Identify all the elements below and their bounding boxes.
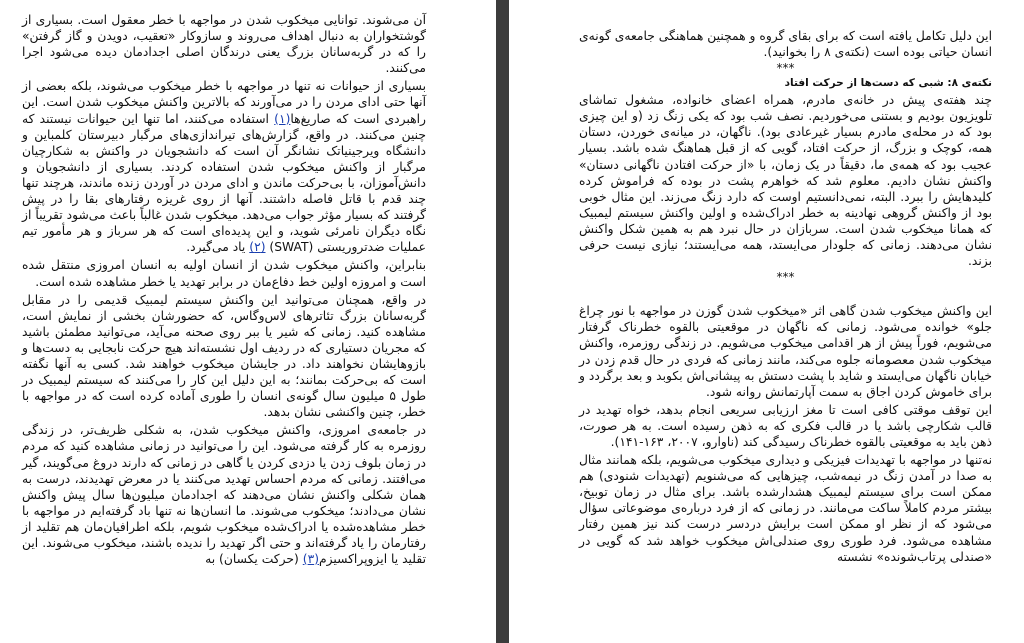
left-page (0, 0, 496, 643)
left-paragraph: بنابراین، واکنش میخکوب شدن از انسان اولیه به انسان امروزی منتقل شده است و امروزه اولین خط دفاع‌مان در برابر تهدید یا خطر مشاهده شده است. (22, 258, 426, 289)
box-paragraph: چند هفته‌ی پیش در خانه‌ی مادرم، همراه اعضای خانواده، مشغول تماشای تلویزیون بودیم و بستنی می‌خوردیم. نصف شب بود که یکی زنگ زد (و این چیزی بود که در محله‌ی مادرم بسیار غیرعادی بود). ناگهان، در میانه‌ی خوردن، دستان همه، کوچک و بزرگ، از حرکت افتاد، گویی که از قبل هماهنگ شده باشد. بسیار عجیب بود که همه‌ی ما، دقیقاً در یک زمان، با «از حرکت افتادن ناگهانی دستان» واکنش نشان دادیم. معلوم شد که خواهرم پشت در بوده که فراموش کرده کلیدهایش را ببرد. البته، نمی‌دانستیم اوست که دارد زنگ می‌زند. این مثال خوبی بود از واکنش گروهی نهادینه به خطر ادراک‌شده و اولین واکنش سیستم لیمبیک که همانا میخکوب شدن است. سربازان در حال نبرد هم به همین شکل واکنش نشان می‌دهند. زمانی که جلودار می‌ایستد، همه می‌ایستند؛ نیازی نیست حرفی بزند. (579, 93, 992, 269)
book-gutter (496, 0, 509, 643)
right-page (509, 0, 1024, 643)
left-paragraph: در واقع، همچنان می‌توانید این واکنش سیستم لیمبیک قدیمی را در مقابل گربه‌سانان بزرگ تئاترهای لاس‌وگاس، که حضورشان بخشی از نمایش است، مشاهده کنید. زمانی که شیر یا ببر روی صحنه می‌آید، می‌توانید مطمئن باشید که مجریان دستیاری که در ردیف اول نشسته‌اند هیچ حرکت نابجایی به دست‌ها و بازوهایشان نخواهند داد. در جایشان میخکوب خواهند شد. کسی به آنها نگفته است که بی‌حرکت بمانند؛ به این دلیل این کار را می‌کنند که سیستم لیمبیک در طول ۵ میلیون سال گونه‌ی انسان را طوری آماده کرده است که در مواجهه با خطر، چنین واکنشی نشان بدهد. (22, 292, 426, 420)
footnote-link[interactable]: (۳) (302, 552, 319, 567)
spacer (579, 285, 992, 303)
right-paragraph: این واکنش میخکوب شدن گاهی اثر «میخکوب شدن گوزن در مواجهه با نور چراغ جلو» خوانده می‌شود. زمانی که ناگهان در موقعیتی بالقوه خطرناک گرفتار می‌شویم، فوراً پیش از هر اقدامی میخکوب می‌شویم. در زندگی روزمره، واکنش میخکوب شدن معصومانه جلوه می‌کند، مانند زمانی که فردی در حال قدم زدن در خیابان ناگهان می‌ایستد و شاید با پشت دستش به پیشانی‌اش بکوبد و بعد برگردد و برای خاموش کردن اجاق به سمت آپارتمانش روانه شود. (579, 304, 992, 399)
box-heading: نکته‌ی ۸: شبی که دست‌ها از حرکت افتاد (784, 77, 992, 90)
left-paragraph-text: در جامعه‌ی امروزی، واکنش میخکوب شدن، به شکلی ظریف‌تر، در زندگی روزمره به کار گرفته می‌شود. این را می‌توانید در زمانی مشاهده کنید که مردم در زمان بلوف زدن یا دزدی کردن یا گاهی در زمانی که دارند دروغ می‌گویند، گیر می‌افتند. زمانی که مردم احساس تهدید می‌کنند یا در معرض تهدیدند، درست به همان شکلی واکنش نشان می‌دهند که اجدادمان میلیون‌ها سال پیش واکنش نشان می‌دادند؛ میخکوب می‌شوند. ما انسان‌ها نه تنها باد گرفته‌ایم در مواجهه با خطر مشاهده‌شده یا ادراک‌شده میخکوب شویم، بلکه اطرافیان‌مان هم تقلید از رفتارمان را یاد گرفته‌اند و حتی اگر تهدید را ندیده باشند، میخکوب می‌شوند. این تقلید یا ایزوپراکسیزم (22, 423, 426, 567)
left-paragraph (22, 422, 426, 567)
left-paragraph: آن می‌شوند. توانایی میخکوب شدن در مواجهه با خطر معقول است. بسیاری از گوشتخواران به دنبال اهداف می‌روند و سازوکار «تعقیب، دویدن و گاز گرفتن» را که در گربه‌سانان بزرگ یعنی درندگان اصلی اجدادمان دیده می‌شود اجرا می‌کنند. (22, 13, 426, 76)
left-paragraph-text: یاد می‌گیرد. (186, 240, 246, 255)
right-intro: این دلیل تکامل یافته است که برای بقای گروه و همچنین هماهنگی جامعه‌ی گونه‌ی انسان حیاتی بوده است (نکته‌ی ۸ را بخوانید). (579, 29, 992, 60)
left-paragraph-text: استفاده می‌کنند، اما تنها این حیوانات نیستند که چنین می‌کنند. در واقع، گزارش‌های تیراندازی‌های مرگبار دبیرستان کلمباین و دانشگاه ویرجینیاتک نشانگر آن است که دانشجویان در واکنش به شکارچیان مرگبار از واکنش میخکوب شدن استفاده کردند. بسیاری از دانشجویان و دانش‌آموزان، با بی‌حرکت ماندن و ادای مردن در آوردن زنده ماندند، هرچند تنها چند قدم با قاتل فاصله داشتند. آنها از روی غریزه رفتارهای بقا را در پیش گرفتند که بسیار مؤثر جواب می‌دهد. میخکوب شدن غالباً باعث می‌شود تقریباً از نگاه دیگران نامرئی شوید، و این پدیده‌ای است که هر سرباز و هر مأمور تیم عملیات ضدتروریستی (SWAT) (22, 111, 426, 255)
right-paragraph: نه‌تنها در مواجهه با تهدیدات فیزیکی و دیداری میخکوب می‌شویم، بلکه همانند مثال به صدا در آمدن زنگ در نیمه‌شب، چیزهایی که می‌شنویم (تهدیدات شنودی) هم ممکن است برای سیستم لیمبیک هشدارشده باشد. برای مثال در زمان توبیخ، بیشتر مردم کاملاً ساکت می‌مانند. در زمانی که از فرد درباره‌ی موضوعاتی سؤال می‌شود که از نظر او ممکن است برایش دردسر درست کند نیز همین رفتار مشاهده می‌شود. فرد طوری روی صندلی‌اش میخکوب خواهد شد که گویی در «صندلی پرتاب‌شونده» نشسته (579, 453, 992, 564)
footnote-link[interactable]: (۱) (274, 111, 291, 126)
section-separator: *** (776, 270, 795, 285)
left-paragraph-text: بسیاری از حیوانات نه تنها در مواجهه با خطر میخکوب می‌شوند، بلکه بعضی از آنها حتی ادای مردن را در می‌آورند که بالاترین واکنش میخکوب شدن است. این راهبردی است که صاریغ‌ها (22, 79, 426, 126)
right-paragraph: این توقف موقتی کافی است تا مغز ارزیابی سریعی انجام بدهد، خواه تهدید در قالب شکارچی باشد یا در قالب فکری که به ذهن رسیده است. به هر صورت، ذهن باید به موقعیتی بالقوه خطرناک رسیدگی کند (ناوارو، ۲۰۰۷، ۱۶۳-۱۴۱). (579, 402, 992, 449)
left-paragraph-text: (حرکت یکسان) به (205, 552, 299, 567)
section-separator: *** (776, 61, 795, 76)
footnote-link[interactable]: (۲) (249, 240, 266, 255)
left-paragraph (22, 78, 426, 255)
